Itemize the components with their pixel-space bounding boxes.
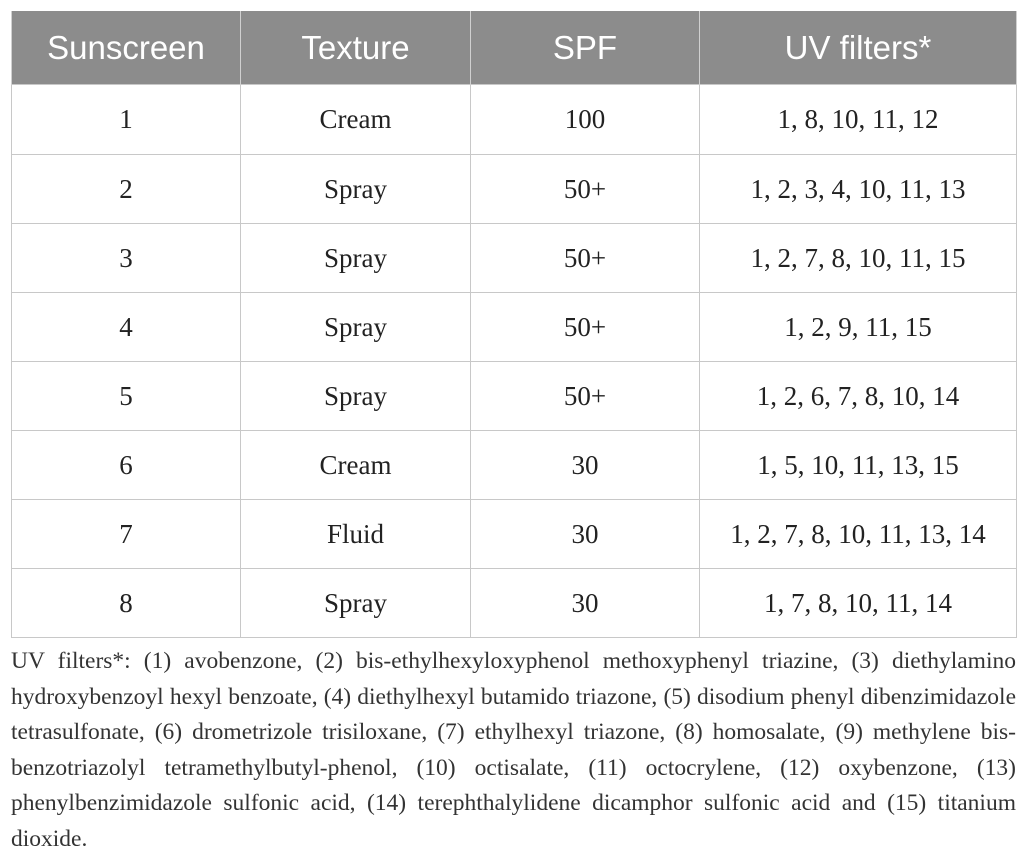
header-row: [12, 11, 1017, 85]
cell-spf: 30: [471, 569, 700, 638]
cell-uv-filters: 1, 2, 7, 8, 10, 11, 15: [700, 224, 1017, 293]
table-row: [12, 431, 1017, 500]
table-row: [12, 362, 1017, 431]
table-row: [12, 155, 1017, 224]
table-row: [12, 85, 1017, 155]
header-spf: SPF: [471, 11, 700, 85]
cell-spf: 50+: [471, 362, 700, 431]
cell-uv-filters: 1, 2, 7, 8, 10, 11, 13, 14: [700, 500, 1017, 569]
table-row: [12, 569, 1017, 638]
cell-texture: Spray: [241, 293, 471, 362]
cell-spf: 50+: [471, 155, 700, 224]
cell-sunscreen: 6: [12, 431, 241, 500]
cell-sunscreen: 2: [12, 155, 241, 224]
cell-texture: Cream: [241, 85, 471, 155]
table-row: [12, 293, 1017, 362]
cell-sunscreen: 1: [12, 85, 241, 155]
header-uv-filters: UV filters*: [700, 11, 1017, 85]
cell-spf: 50+: [471, 224, 700, 293]
cell-spf: 30: [471, 431, 700, 500]
cell-uv-filters: 1, 2, 3, 4, 10, 11, 13: [700, 155, 1017, 224]
cell-uv-filters: 1, 8, 10, 11, 12: [700, 85, 1017, 155]
cell-texture: Spray: [241, 224, 471, 293]
cell-uv-filters: 1, 5, 10, 11, 13, 15: [700, 431, 1017, 500]
cell-texture: Spray: [241, 569, 471, 638]
sunscreen-table-container: [11, 11, 1016, 638]
cell-texture: Cream: [241, 431, 471, 500]
table-row: [12, 500, 1017, 569]
cell-spf: 30: [471, 500, 700, 569]
cell-spf: 50+: [471, 293, 700, 362]
header-texture: Texture: [241, 11, 471, 85]
cell-sunscreen: 4: [12, 293, 241, 362]
sunscreen-table: [11, 11, 1017, 638]
cell-sunscreen: 8: [12, 569, 241, 638]
cell-sunscreen: 5: [12, 362, 241, 431]
table-row: [12, 224, 1017, 293]
table-header: [12, 11, 1017, 85]
cell-uv-filters: 1, 2, 6, 7, 8, 10, 14: [700, 362, 1017, 431]
cell-texture: Spray: [241, 362, 471, 431]
cell-texture: Spray: [241, 155, 471, 224]
cell-spf: 100: [471, 85, 700, 155]
cell-sunscreen: 3: [12, 224, 241, 293]
cell-sunscreen: 7: [12, 500, 241, 569]
cell-uv-filters: 1, 7, 8, 10, 11, 14: [700, 569, 1017, 638]
header-sunscreen: Sunscreen: [12, 11, 241, 85]
cell-texture: Fluid: [241, 500, 471, 569]
table-body: [12, 85, 1017, 638]
cell-uv-filters: 1, 2, 9, 11, 15: [700, 293, 1017, 362]
table-footnote: UV filters*: (1) avobenzone, (2) bis-ethylhexyloxyphenol methoxyphenyl triazine, (3) diethylamino hydroxybenzoyl hexyl benzoate, (4) diethylhexyl butamido triazone, (5) disodium phenyl dibenzimidazole tetrasulfonate, (6) drometrizole trisiloxane, (7) ethylhexyl triazone, (8) homosalate, (9) methylene bis-benzotriazolyl tetramethylbutyl-phenol, (10) octisalate, (11) octocrylene, (12) oxybenzone, (13) phenylbenzimidazole sulfonic acid, (14) terephthalylidene dicamphor sulfonic acid and (15) titanium dioxide.: [11, 648, 1016, 852]
